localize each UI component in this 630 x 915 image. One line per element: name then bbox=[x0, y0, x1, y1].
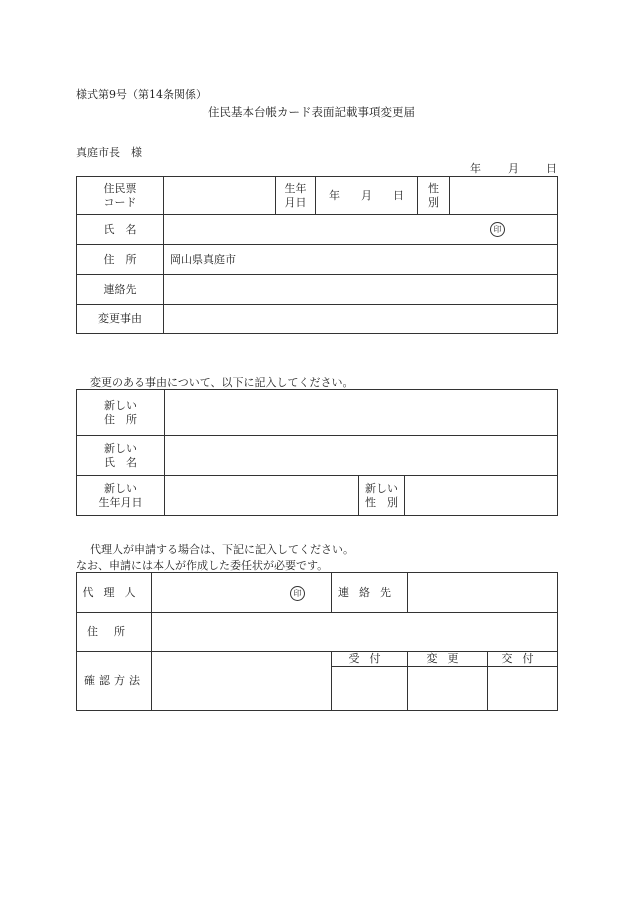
resident-code-field[interactable] bbox=[164, 177, 276, 215]
agent-address-field[interactable] bbox=[152, 613, 558, 652]
agent-contact-field[interactable] bbox=[408, 573, 558, 613]
applicant-table bbox=[76, 176, 558, 334]
changed-stamp-field[interactable] bbox=[408, 667, 488, 711]
reason-label: 変更事由 bbox=[77, 305, 164, 334]
section3-note-1: 代理人が申請する場合は、下記に記入してください。 bbox=[90, 543, 354, 556]
new-birth-field[interactable] bbox=[165, 476, 359, 516]
name-label: 氏 名 bbox=[77, 215, 164, 245]
new-birth-label: 新しい 生年月日 bbox=[77, 476, 165, 516]
section2-note: 変更のある事由について、以下に記入してください。 bbox=[90, 376, 354, 389]
name-field[interactable] bbox=[164, 215, 558, 245]
new-address-field[interactable] bbox=[165, 390, 558, 436]
date-month: 月 bbox=[508, 162, 519, 175]
new-name-field[interactable] bbox=[165, 436, 558, 476]
birth-day: 日 bbox=[393, 188, 404, 202]
agent-seal-icon: 印 bbox=[290, 586, 305, 601]
new-sex-field[interactable] bbox=[405, 476, 558, 516]
new-address-label: 新しい 住 所 bbox=[77, 390, 165, 436]
form-number: 様式第9号（第14条関係） bbox=[76, 88, 207, 101]
received-label: 受付 bbox=[332, 652, 408, 667]
addressee: 真庭市長 様 bbox=[76, 146, 142, 159]
birth-month: 月 bbox=[361, 188, 372, 202]
address-field[interactable]: 岡山県真庭市 bbox=[164, 245, 558, 275]
agent-label: 代理人 bbox=[77, 573, 152, 613]
sex-field[interactable] bbox=[450, 177, 558, 215]
sex-label: 性 別 bbox=[418, 177, 450, 215]
reason-field[interactable] bbox=[164, 305, 558, 334]
birth-label: 生年 月日 bbox=[276, 177, 316, 215]
birth-year: 年 bbox=[329, 188, 340, 202]
address-label: 住 所 bbox=[77, 245, 164, 275]
received-stamp-field[interactable] bbox=[332, 667, 408, 711]
changed-label: 変更 bbox=[408, 652, 488, 667]
form-title: 住民基本台帳カード表面記載事項変更届 bbox=[208, 105, 415, 119]
contact-field[interactable] bbox=[164, 275, 558, 305]
seal-icon: 印 bbox=[490, 222, 505, 237]
agent-field[interactable] bbox=[152, 573, 332, 613]
date-year: 年 bbox=[470, 162, 481, 175]
agent-table bbox=[76, 572, 558, 711]
confirm-label: 確認方法 bbox=[77, 652, 152, 711]
confirm-field[interactable] bbox=[152, 652, 332, 711]
issued-label: 交付 bbox=[488, 652, 558, 667]
agent-address-label: 住所 bbox=[77, 613, 152, 652]
change-table bbox=[76, 389, 558, 516]
section3-note-2: なお、申請には本人が作成した委任状が必要です。 bbox=[76, 559, 329, 572]
new-name-label: 新しい 氏 名 bbox=[77, 436, 165, 476]
new-sex-label: 新しい 性 別 bbox=[359, 476, 405, 516]
contact-label: 連絡先 bbox=[77, 275, 164, 305]
date-day: 日 bbox=[546, 162, 557, 175]
agent-contact-label: 連絡先 bbox=[332, 573, 408, 613]
issued-stamp-field[interactable] bbox=[488, 667, 558, 711]
resident-code-label: 住民票 コード bbox=[77, 177, 164, 215]
birth-date-field[interactable] bbox=[316, 177, 418, 215]
